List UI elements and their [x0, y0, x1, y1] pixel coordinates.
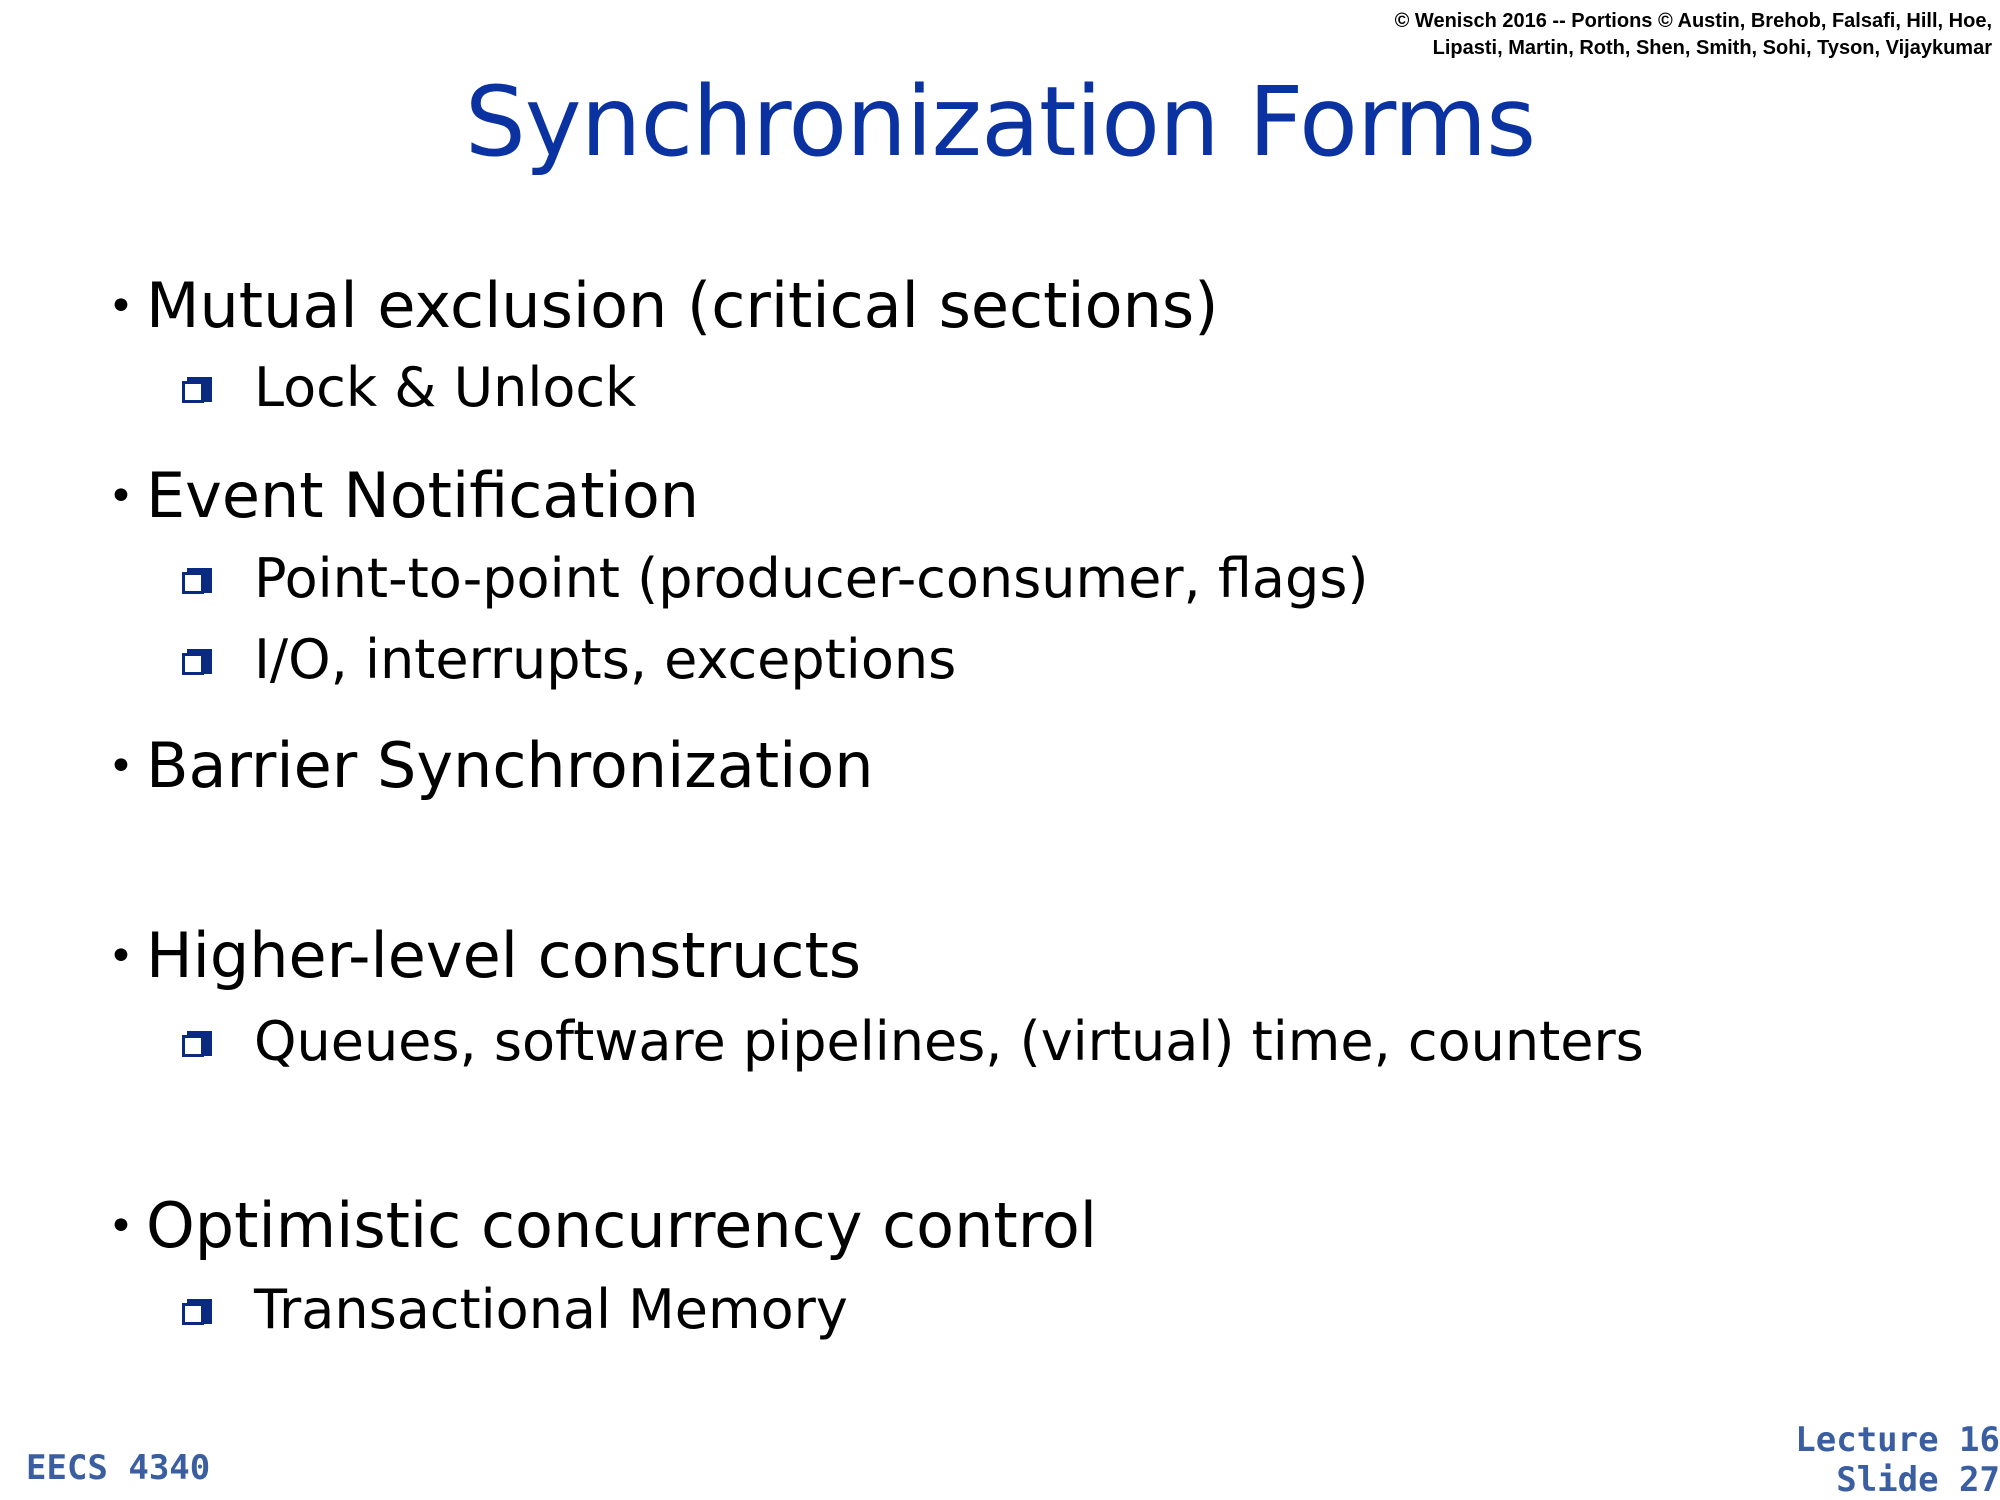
sub-bullet-item [182, 626, 956, 694]
bullet-text: Optimistic concurrency control [146, 1189, 1098, 1262]
sub-bullet-item [182, 1276, 848, 1344]
bullet-dot-icon: • [108, 281, 134, 332]
bullet-item [108, 1188, 1097, 1265]
bullet-item [108, 458, 699, 535]
slide-label: Slide 27 [1836, 1460, 2000, 1500]
slide-title: Synchronization Forms [464, 66, 1536, 178]
slide-number-block [1740, 1420, 2000, 1500]
lecture-label: Lecture 16 [1795, 1420, 2000, 1460]
bullet-text: Mutual exclusion (critical sections) [146, 269, 1219, 342]
bullet-item [108, 728, 874, 805]
sub-bullet-item [182, 354, 636, 422]
copyright-line-2: Lipasti, Martin, Roth, Shen, Smith, Sohi, Tyson, Vijaykumar [1432, 37, 1992, 59]
sub-bullet-item [182, 1008, 1644, 1076]
bullet-dot-icon: • [108, 741, 134, 792]
bullet-text: Event Notification [146, 459, 700, 532]
sub-bullet-text: Lock & Unlock [254, 356, 637, 419]
course-label: EECS 4340 [26, 1448, 211, 1488]
bullet-text: Barrier Synchronization [146, 729, 874, 802]
sub-bullet-text: Point-to-point (producer-consumer, flags) [254, 547, 1369, 610]
sub-bullet-text: I/O, interrupts, exceptions [254, 628, 957, 691]
sub-bullet-text: Queues, software pipelines, (virtual) time, counters [254, 1010, 1644, 1073]
bullet-dot-icon: • [108, 471, 134, 522]
bullet-item [108, 268, 1218, 345]
checkbox-bullet-icon [182, 1299, 212, 1329]
sub-bullet-item [182, 545, 1368, 613]
checkbox-bullet-icon [182, 649, 212, 679]
bullet-text: Higher-level constructs [146, 919, 862, 992]
checkbox-bullet-icon [182, 377, 212, 407]
checkbox-bullet-icon [182, 1031, 212, 1061]
bullet-dot-icon: • [108, 1201, 134, 1252]
checkbox-bullet-icon [182, 568, 212, 598]
bullet-dot-icon: • [108, 931, 134, 982]
sub-bullet-text: Transactional Memory [254, 1278, 848, 1341]
copyright-line-1: © Wenisch 2016 -- Portions © Austin, Brehob, Falsafi, Hill, Hoe, [1394, 10, 1992, 32]
bullet-item [108, 918, 861, 995]
